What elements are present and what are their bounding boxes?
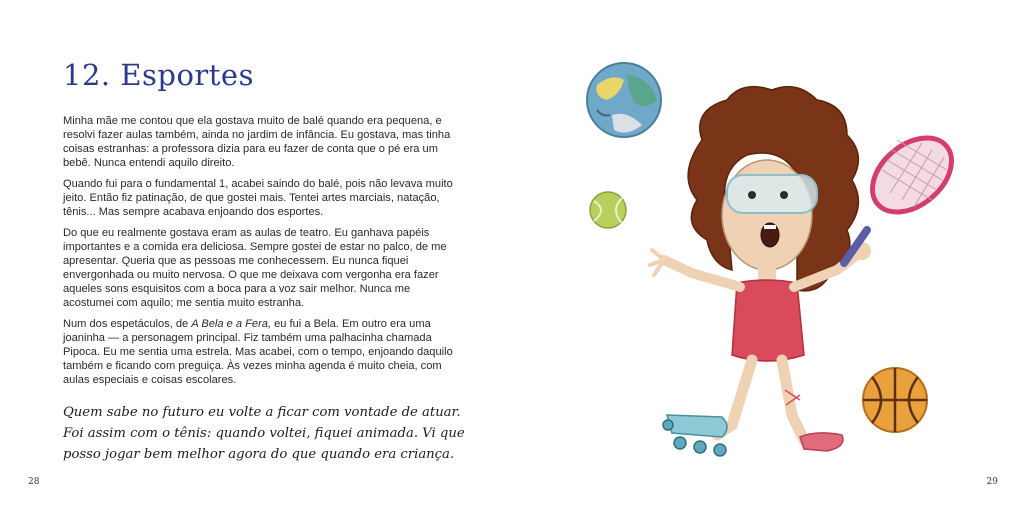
body-text — [63, 114, 455, 394]
tennis-racket — [844, 123, 966, 263]
right-page — [512, 0, 1024, 512]
play-title: A Bela e a Fera, — [191, 318, 272, 330]
paragraph-4-after: eu fui a Bela. Em outro era uma joaninha — a personagem principal. Fiz também uma palhacinha chamada Pipoca. Eu me sentia uma estrela. Mas acabei, com o tempo, enjoando daquilo também e ficando com preguiça. Às vezes minha agenda é muito cheia, com aulas especiais e coisas escolares. — [63, 318, 453, 386]
page-number-right: 29 — [986, 477, 998, 487]
girl-body — [650, 242, 871, 440]
basketball — [863, 368, 927, 432]
paragraph-3: Do que eu realmente gostava eram as aulas de teatro. Eu ganhava papéis importantes e a comida era deliciosa. Sempre gostei de estar no palco, de me apresentar. Queria que as pessoas me conhecessem. Eu nunca fiquei envergonhada ou muito nervosa. O que me deixava com vergonha era fazer aqueles sons esquisitos com a boca para a voz sair melhor. Nunca me acostumei com aquilo; me sentia muito estranha. — [63, 227, 447, 309]
handwritten-line: posso jogar bem melhor agora do que quando era criança. — [63, 447, 455, 462]
sports-girl-illustration — [572, 55, 1012, 475]
tennis-ball — [590, 192, 626, 228]
roller-skate — [663, 415, 727, 456]
globe-ball — [587, 63, 661, 137]
handwritten-note — [63, 402, 463, 465]
paragraph-1: Minha mãe me contou que ela gostava muito de balé quando era pequena, e resolvi fazer aulas também, ainda no jardim de infância. Eu gostava, mas tinha coisas estranhas: a professora dizia para eu fazer de conta que o pé era um bebê. Nunca entendi aquilo direito. — [63, 115, 451, 169]
handwritten-line: Quem sabe no futuro eu volte a ficar com vontade de atuar. — [63, 405, 461, 420]
handwritten-line: Foi assim com o tênis: quando voltei, fiquei animada. Vi que — [63, 426, 465, 441]
chapter-title: 12. Esportes — [63, 58, 254, 92]
page-number-left: 28 — [28, 477, 40, 487]
paragraph-4 — [63, 317, 455, 387]
ballet-slipper — [800, 433, 843, 451]
paragraph-4-before: Num dos espetáculos, de — [63, 318, 192, 330]
paragraph-2: Quando fui para o fundamental 1, acabei saindo do balé, pois não levava muito jeito. Então fiz patinação, de que gostei mais. Tentei artes marciais, natação, tênis... Mas sempre acabava enjoando dos esportes. — [63, 178, 453, 218]
